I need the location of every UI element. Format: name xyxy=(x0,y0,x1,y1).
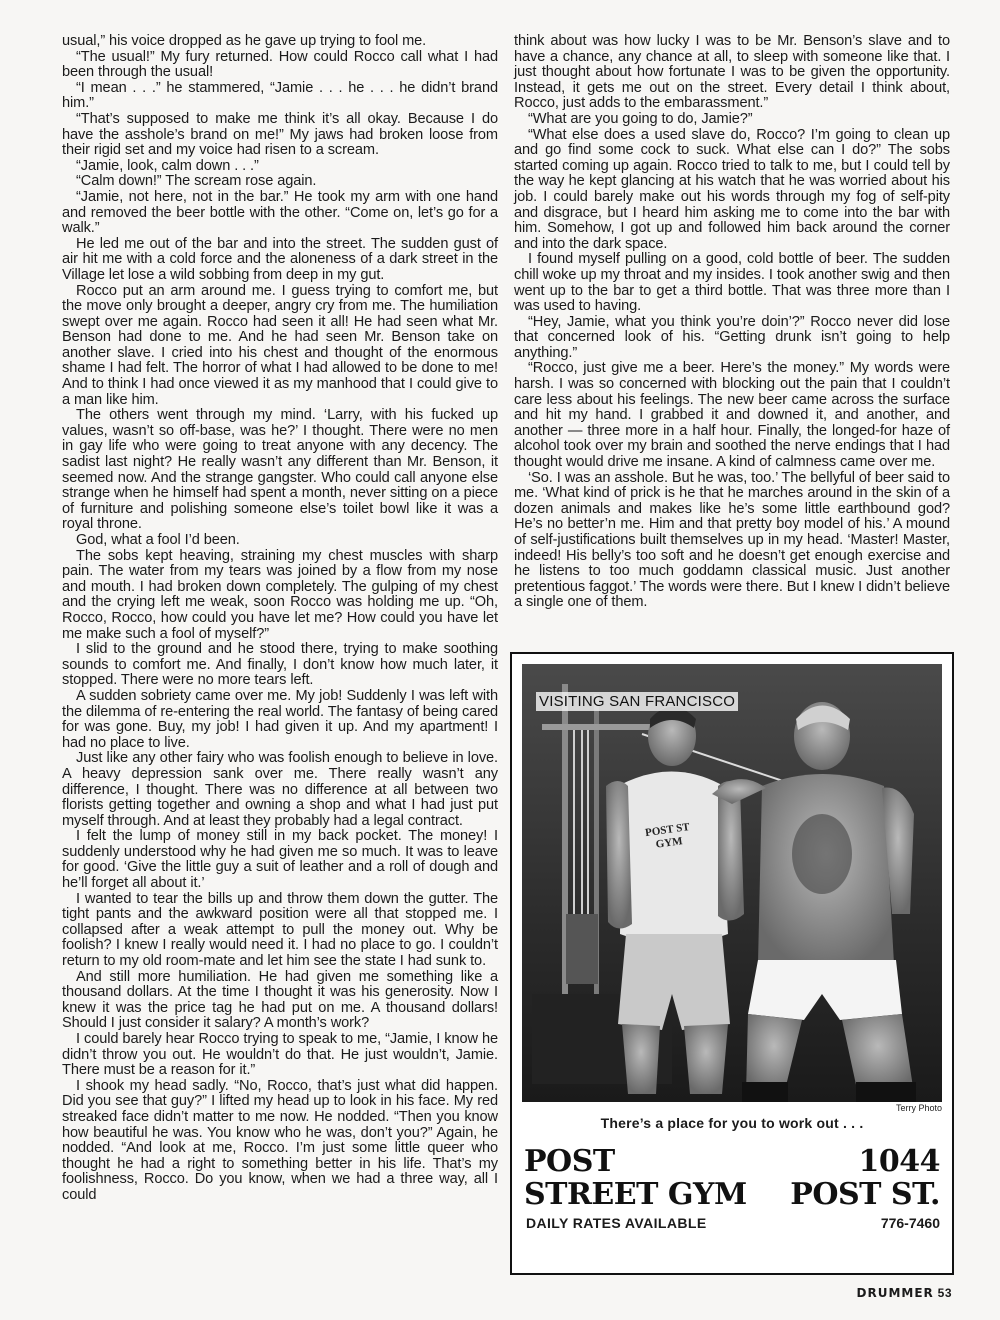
paragraph: Just like any other fairy who was foolish enough to believe in love. A heavy depression sank over me. There really wasn’t any difference, I thought. There was no difference at all between two florists getting together and owning a shop and what I had just put myself through. And at least they probably had a legal contract. xyxy=(62,750,498,829)
paragraph: A sudden sobriety came over me. My job! Suddenly I was left with the dilemma of re-entering the real world. The fantasy of being cared for was gone. Buy, my job! I had given it up. And my apartment! I had no place to live. xyxy=(62,687,498,751)
paragraph: “Jamie, not here, not in the bar.” He took my arm with one hand and removed the beer bottle with the other. “Come on, let’s go for a walk.” xyxy=(62,188,498,237)
gym-name-line-2: STREET GYM xyxy=(524,1177,747,1212)
paragraph: He led me out of the bar and into the street. The sudden gust of air hit me with a cold force and the aloneness of a dark street in the Village let lose a wild sobbing from deep in my gut. xyxy=(62,235,498,283)
paragraph: God, what a fool I’d been. xyxy=(76,532,240,548)
gym-address-street: POST ST. xyxy=(790,1177,940,1212)
paragraph: I slid to the ground and he stood there, trying to make soothing sounds to comfort me. And finally, I don’t know how much later, it stopped. There were no more tears left. xyxy=(62,641,498,689)
paragraph: “I mean . . .” he stammered, “Jamie . . . he . . . he didn’t brand him.” xyxy=(62,79,498,112)
gym-address-number: 1044 xyxy=(858,1144,940,1179)
paragraph: I wanted to tear the bills up and throw them down the gutter. The tight pants and the awkward position were all that stopped me. I collapsed after a weak attempt to pull the money out. Why be foolish? I knew I really would need it. I had no place to go. I couldn’t return to my old room-mate and let him see the state I had sunk to. xyxy=(62,890,498,970)
paragraph: “Calm down!” The scream rose again. xyxy=(76,173,317,190)
page-number: 53 xyxy=(937,1286,952,1300)
ad-rates: DAILY RATES AVAILABLE xyxy=(526,1215,707,1231)
paragraph: ‘So. I was an asshole. But he was, too.’ The bellyful of beer said to me. ‘What kind of prick is he that he marches around in the skin of a dozen animals and makes like he’s some little earthbound god? He’s no better’n me. Him and that pretty boy model of his.’ A mound of self-justifications built themselves up in my head. ‘Master! Master, indeed! His belly’s too soft and he doesn’t get enough exercise and he listens to too much goddamn classical music. Just another pretentious faggot.’ The words were there. But I knew I didn’t believe a single one of them. xyxy=(514,469,950,611)
paragraph: “What else does a used slave do, Rocco? I’m going to clean up and go find some cock to suck. What else can I do?” The sobs started coming up again. Rocco tried to talk to me, but I could tell by the way he kept glancing at his watch that he was worried about his job. I could barely make out his words through my fog of self-pity and disgrace, but I heard him asking me to come into the bar with him. Somehow, I got up and followed him back around the corner and into the dark space. xyxy=(514,126,950,252)
paragraph: The others went through my mind. ‘Larry, with his fucked up values, wasn’t so off-base, was he?’ I thought. There were no men in gay life who were going to treat anyone with any decency. The sadist last night? He really wasn’t any different than Mr. Benson, it seemed now. And the strange gangster. Who could call anyone else strange when he himself had spent a month, never sitting on a piece of furniture and polishing someone else’s toilet bowl like it was a royal throne. xyxy=(62,407,498,533)
paragraph: I found myself pulling on a good, cold bottle of beer. The sudden chill woke up my throat and my insides. I took another swig and then went up to the bar to get a third bottle. That was three more than I was used to having. xyxy=(514,251,950,315)
paragraph: The sobs kept heaving, straining my chest muscles with sharp pain. The water from my tears was joined by a flow from my nose and mouth. I had broken down completely. The gulping of my chest and the crying left me weak, soon Rocco was holding me up. “Oh, Rocco, Rocco, how could you have let me? How could you have let me make such a fool of myself?” xyxy=(62,547,498,642)
shirt-print-line-2: GYM xyxy=(655,835,684,851)
paragraph: I felt the lump of money still in my back pocket. The money! I suddenly understood why he had given me so much. It was to leave for good. ‘Give the little guy a suit of leather and a roll of dough and he’ll forget all about it.’ xyxy=(62,828,498,892)
article-column-left xyxy=(62,34,498,1204)
gym-name-line-1: POST xyxy=(524,1144,615,1179)
paragraph: And still more humiliation. He had given me something like a thousand dollars. At the time I thought it was his generosity. Now I knew it was the price tag he had put on me. A thousand dollars! Should I just consider it salary? A month’s work? xyxy=(62,968,498,1032)
paragraph: think about was how lucky I was to be Mr. Benson’s slave and to have a chance, any chance at all, to sleep with someone like that. I just thought about how fortunate I was to be given the opportunity. Instead, it gets me out on the street. Every detail I think about, Rocco, just adds to the embarassment.” xyxy=(514,33,950,112)
paragraph: “Rocco, just give me a beer. Here’s the money.” My words were harsh. I was so concerned with blocking out the pain that I couldn’t care less about his feelings. The new beer came across the surface and hit my hand. I grabbed it and downed it, and another, and another — three more in a half hour. Finally, the longed-for haze of alcohol took over my brain and soothed the nerve endings that I had thought would drive me insane. A kind of calmness came over me. xyxy=(514,360,950,471)
paragraph: “What are you going to do, Jamie?” xyxy=(528,110,753,127)
paragraph: usual,” his voice dropped as he gave up trying to fool me. xyxy=(62,33,427,49)
paragraph: “Jamie, look, calm down . . .” xyxy=(76,157,259,174)
ad-photo xyxy=(522,664,942,1102)
gym-advertisement xyxy=(510,652,954,1275)
ad-phone: 776-7460 xyxy=(880,1215,940,1231)
paragraph: Rocco put an arm around me. I guess trying to comfort me, but the move only brought a deeper, angry cry from me. The humiliation swept over me again. Rocco had seen it all! He had seen what Mr. Benson had done to me. And he had seen Mr. Benson take on another slave. I cried into his chest and thought of the enormous shame I had felt. The horror of what I had allowed to be done to me! And to think I had once viewed it as my manhood that I could give to a man like him. xyxy=(62,282,498,408)
photo-credit: Terry Photo xyxy=(895,1103,942,1113)
paragraph: “That’s supposed to make me think it’s all okay. Because I do have the asshole’s brand on me!” My jaws had broken loose from their rigid set and my voice had risen to a scream. xyxy=(62,110,498,159)
gym-photo-illustration xyxy=(522,664,942,1102)
page-footer xyxy=(857,1286,952,1300)
article-column-right xyxy=(514,34,950,611)
paragraph: I shook my head sadly. “No, Rocco, that’s just what did happen. Did you see that guy?” I lifted my head up to look in his face. My red streaked face didn’t matter to me now. He nodded. “Then you know how beautiful he was. You know who he was, don’t you?” Again, he nodded. “And look at me, Rocco. I’m just some little queer who thought he had a right to something better in his life. That’s my foolishness, Rocco. Do you know, when we had a three way, all I could xyxy=(62,1077,498,1203)
paragraph: I could barely hear Rocco trying to speak to me, “Jamie, I know he didn’t throw you out. He wouldn’t do that. He just wouldn’t, Jamie. There must be a reason for it.” xyxy=(62,1031,498,1079)
paragraph: “Hey, Jamie, what you think you’re doin’?” Rocco never did lose that concerned look of his. “Getting drunk isn’t going to help anything.” xyxy=(514,313,950,361)
ad-headline: VISITING SAN FRANCISCO xyxy=(536,692,738,711)
shirt-print-line-1: POST ST xyxy=(644,821,691,840)
paragraph: “The usual!” My fury returned. How could Rocco call what I had been through the usual! xyxy=(62,48,498,81)
magazine-name: DRUMMER xyxy=(856,1286,934,1300)
ad-tagline: There’s a place for you to work out . . . xyxy=(600,1115,864,1131)
